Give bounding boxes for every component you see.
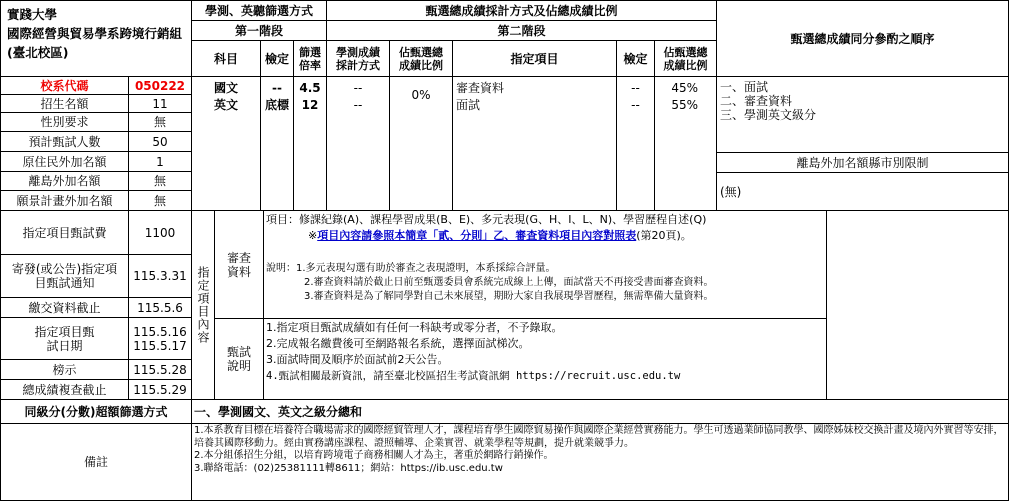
col-item: 指定項目 (452, 40, 617, 77)
stage2-group-header: 甄選總成績採計方式及佔總成績比例 (326, 0, 717, 21)
col-test-method: 學測成績採計方式 (326, 40, 390, 77)
review-note-2: 2.審查資料請於截止日前至甄選委員會系統完成線上上傳，面試當天不再接受書面審查資料。 (304, 277, 714, 288)
content-vertical-text: 指定項目內容 (196, 266, 210, 344)
interview-note-3: 3.面試時間及順序於面試前2天公告。 (266, 353, 449, 366)
review-deadline-label: 總成績複查截止 (0, 379, 129, 400)
school-header (0, 0, 192, 77)
item-review: 審查資料 (456, 81, 505, 95)
info-value-quota: 11 (128, 94, 192, 113)
info-value-island: 無 (128, 171, 192, 191)
remarks-content (191, 423, 1009, 501)
result-label: 榜示 (0, 359, 129, 380)
info-label-vision: 願景計畫外加名額 (0, 190, 129, 211)
review-label: 審查資料 (214, 210, 264, 319)
fee-label: 指定項目甄試費 (0, 210, 129, 255)
info-value-expected: 50 (128, 131, 192, 152)
notice-date: 115.3.31 (128, 254, 192, 298)
remark-2: 2.本分組係招生分組，以培育跨境電子商務相關人才為主，著重於網路行銷操作。 (194, 450, 554, 461)
review-items: 項目：修課紀錄(A)、課程學習成果(B、E)、多元表現(G、H、I、L、N)、學習歷程自述(Q) (266, 213, 707, 226)
stage1-header: 第一階段 (191, 20, 327, 41)
stage2-items (452, 76, 617, 211)
review-ref-page: (第20頁)。 (636, 229, 692, 242)
info-value-code: 050222 (128, 76, 192, 95)
tiebreak-order (716, 76, 1009, 153)
content-right-blank (826, 210, 1009, 400)
tiebreak-header: 甄選總成績同分參酌之順序 (716, 0, 1009, 77)
info-label-indigenous: 原住民外加名額 (0, 151, 129, 172)
review-ref-mark: ※ (308, 229, 318, 242)
tiebreak-item-3: 三、學測英文級分 (720, 108, 817, 122)
submit-deadline-label: 繳交資料截止 (0, 297, 129, 318)
review-reference (308, 229, 692, 242)
col-ratio: 佔甄選總成績比例 (389, 40, 453, 77)
item-interview: 面試 (456, 98, 481, 112)
info-label-gender: 性別要求 (0, 112, 129, 132)
review-note-1: 說明：1.多元表現勾選有助於審查之表現證明，本系採綜合評量。 (266, 263, 556, 274)
island-limit-value: (無) (716, 172, 1009, 211)
info-label-quota: 招生名額 (0, 94, 129, 113)
tiebreak-item-2: 二、審查資料 (720, 94, 793, 108)
info-value-gender: 無 (128, 112, 192, 132)
check-english: 底標 (264, 98, 289, 112)
multiplier-english: 12 (301, 98, 319, 112)
stage1-subjects (191, 76, 261, 211)
stage2-test-ratio (389, 76, 453, 211)
col-subject: 科目 (191, 40, 261, 77)
stage2-test-method (326, 76, 390, 211)
interview-note-4: 4.甄試相關最新資訊，請至臺北校區招生考試資訊網 https://recruit.usc.edu.tw (266, 370, 681, 382)
col-check: 檢定 (260, 40, 294, 77)
department-name: 國際經營與貿易學系跨境行銷組(臺北校區) (7, 26, 183, 60)
ratio-review: 45% (671, 81, 698, 95)
content-vertical-label (191, 210, 215, 400)
stage2-checks (616, 76, 655, 211)
test-ratio-value: 0% (411, 88, 431, 102)
tiebreak-item-1: 一、面試 (720, 80, 769, 94)
test-method-1: -- (353, 81, 363, 95)
info-value-indigenous: 1 (128, 151, 192, 172)
review-content (263, 210, 827, 319)
remark-3: 3.聯絡電話：(02)25381111轉8611；網站：https://ib.usc.edu.tw (194, 462, 503, 474)
fee-value: 1100 (128, 210, 192, 255)
result-date: 115.5.28 (128, 359, 192, 380)
over-quota-value: 一、學測國文、英文之級分總和 (191, 399, 1009, 424)
interview-label: 甄試說明 (214, 318, 264, 400)
multiplier-chinese: 4.5 (299, 81, 321, 95)
item-check-review: -- (631, 81, 640, 95)
interview-note-1: 1.指定項目甄試成績如有任何一科缺考或零分者，不予錄取。 (266, 321, 563, 334)
island-limit-title: 離島外加名額縣市別限制 (716, 152, 1009, 173)
subject-english: 英文 (213, 98, 238, 112)
subject-chinese: 國文 (213, 81, 238, 95)
check-chinese: -- (272, 81, 282, 95)
info-label-island: 離島外加名額 (0, 171, 129, 191)
stage2-header: 第二階段 (326, 20, 717, 41)
col-check2: 檢定 (616, 40, 655, 77)
item-check-interview: -- (631, 98, 640, 112)
stage1-checks (260, 76, 294, 211)
stage2-ratios (654, 76, 717, 211)
remarks-label: 備註 (0, 423, 192, 501)
interview-content (263, 318, 827, 400)
col-multiplier: 篩選倍率 (293, 40, 327, 77)
review-ref-link[interactable]: 項目內容請參照本簡章「貳、分則」乙、審查資料項目內容對照表 (317, 229, 637, 242)
ratio-interview: 55% (671, 98, 698, 112)
over-quota-label: 同級分(分數)超額篩選方式 (0, 399, 192, 424)
exam-date-label: 指定項目甄試日期 (0, 317, 129, 360)
remark-1: 1.本系教育目標在培養符合職場需求的國際經貿管理人才，課程培育學生國際貿易操作與國際企業經營實務能力。學生可透過業師協同教學、國際姊妹校交換計畫及境內外實習等安排，培養其國際移動力。經由實務講座課程、證照輔導、企業實習、就業學程等規劃，提升就業競爭力。 (194, 425, 1004, 449)
info-value-vision: 無 (128, 190, 192, 211)
info-label-code: 校系代碼 (0, 76, 129, 95)
notice-label: 寄發(或公告)指定項目甄試通知 (0, 254, 129, 298)
interview-note-2: 2.完成報名繳費後可至網路報名系統，選擇面試梯次。 (266, 337, 530, 350)
stage1-multipliers (293, 76, 327, 211)
school-name: 實踐大學 (7, 7, 58, 22)
submit-deadline-date: 115.5.6 (128, 297, 192, 318)
stage1-group-header: 學測、英聽篩選方式 (191, 0, 327, 21)
review-deadline-date: 115.5.29 (128, 379, 192, 400)
exam-date-value: 115.5.16 115.5.17 (128, 317, 192, 360)
review-note-3: 3.審查資料是為了解同學對自己未來展望，期盼大家自我展現學習歷程，無需準備大量資料。 (304, 291, 714, 302)
test-method-2: -- (353, 98, 363, 112)
col-ratio2: 佔甄選總成績比例 (654, 40, 717, 77)
info-label-expected: 預計甄試人數 (0, 131, 129, 152)
